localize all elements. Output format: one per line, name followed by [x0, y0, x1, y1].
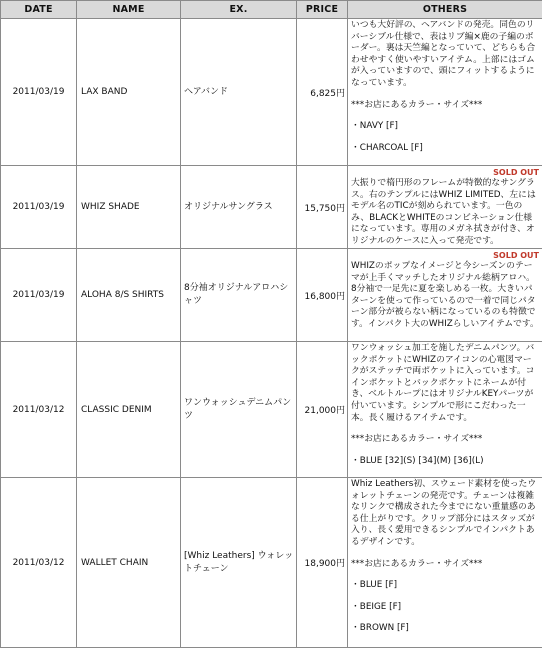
option-item: ・NAVY [F]	[351, 121, 539, 133]
row-others	[348, 478, 542, 648]
row-others	[348, 249, 542, 342]
sold-out-badge: SOLD OUT	[351, 250, 539, 261]
row-price: 6,825円	[297, 19, 348, 166]
header-date: DATE	[1, 1, 77, 19]
table-row	[1, 166, 542, 249]
row-others	[348, 166, 542, 249]
row-date: 2011/03/12	[1, 342, 77, 478]
row-ex: オリジナルサングラス	[181, 166, 297, 249]
row-others	[348, 342, 542, 478]
colors-label: ***お店にあるカラー・サイズ***	[351, 434, 539, 446]
row-price: 18,900円	[297, 478, 348, 648]
sold-out-badge: SOLD OUT	[351, 167, 539, 178]
row-ex: [Whiz Leathers] ウォレットチェーン	[181, 478, 297, 648]
row-name: ALOHA 8/S SHIRTS	[77, 249, 181, 342]
row-description: Whiz Leathers初、スウェード素材を使ったウォレットチェーンの発売です。チェーンは複雑なリンクで構成された今までにない重量感のある仕上がりです。クリップ部分にはスタッズが入り、長く愛用できるシンプルでインパクトあるデザインです。	[351, 479, 539, 549]
row-description: ワンウォッシュ加工を施したデニムパンツ。バックポケットにWHIZのアイコンの心電図マークがステッチで両ポケットに入っています。コインポケットとバックポケットにネームが付き、ベルトループにはオリジナルKEYパーツが付いています。シンプルで形にこだわった一本。長く履けるアイテムです。	[351, 343, 539, 424]
table-row	[1, 478, 542, 648]
table-row	[1, 249, 542, 342]
row-price: 21,000円	[297, 342, 348, 478]
row-date: 2011/03/12	[1, 478, 77, 648]
row-ex: ワンウォッシュデニムパンツ	[181, 342, 297, 478]
row-name: LAX BAND	[77, 19, 181, 166]
row-description: いつも大好評の、ヘアバンドの発売。同色のリバーシブル仕様で、表はリブ編×鹿の子編のボーダー。裏は天竺編となっていて、どちらも合わせやすく使いやすいアイテム。上部にはゴムが入っていますので、頭にフィットするようになっています。	[351, 20, 539, 90]
row-price: 16,800円	[297, 249, 348, 342]
row-name: WALLET CHAIN	[77, 478, 181, 648]
row-date: 2011/03/19	[1, 249, 77, 342]
option-item: ・BEIGE [F]	[351, 602, 539, 614]
row-ex: 8分袖オリジナルアロハシャツ	[181, 249, 297, 342]
row-price: 15,750円	[297, 166, 348, 249]
header-ex: EX.	[181, 1, 297, 19]
row-description: WHIZのポップなイメージと今シーズンのテーマが上手くマッチしたオリジナル総柄アロハ。8分袖で一足先に夏を楽しめる一枚。大きいパターンを使って作っているので一着で同じパターン部分が被らない柄になっているのも特徴です。インパクト大のWHIZらしいアイテムです。	[351, 261, 539, 331]
table-row	[1, 342, 542, 478]
row-name: CLASSIC DENIM	[77, 342, 181, 478]
row-ex: ヘアバンド	[181, 19, 297, 166]
row-name: WHIZ SHADE	[77, 166, 181, 249]
option-item: ・CHARCOAL [F]	[351, 143, 539, 155]
row-date: 2011/03/19	[1, 19, 77, 166]
row-others	[348, 19, 542, 166]
row-date: 2011/03/19	[1, 166, 77, 249]
row-description: 大振りで楕円形のフレームが特徴的なサングラス。右のテンプルにはWHIZ LIMITED、左にはモデル名のTICが刻められています。一色のみ、BLACKとWHITEのコンビネーション仕様になっています。専用のメガネ拭きが付き、オリジナルのケースに入って発売です。	[351, 178, 539, 248]
header-name: NAME	[77, 1, 181, 19]
header-price: PRICE	[297, 1, 348, 19]
header-row	[1, 1, 542, 19]
colors-label: ***お店にあるカラー・サイズ***	[351, 100, 539, 112]
colors-label: ***お店にあるカラー・サイズ***	[351, 559, 539, 571]
table-row	[1, 19, 542, 166]
header-others: OTHERS	[348, 1, 542, 19]
option-item: ・BROWN [F]	[351, 623, 539, 635]
option-item: ・BLUE [32](S) [34](M) [36](L)	[351, 456, 539, 468]
option-item: ・BLUE [F]	[351, 580, 539, 592]
